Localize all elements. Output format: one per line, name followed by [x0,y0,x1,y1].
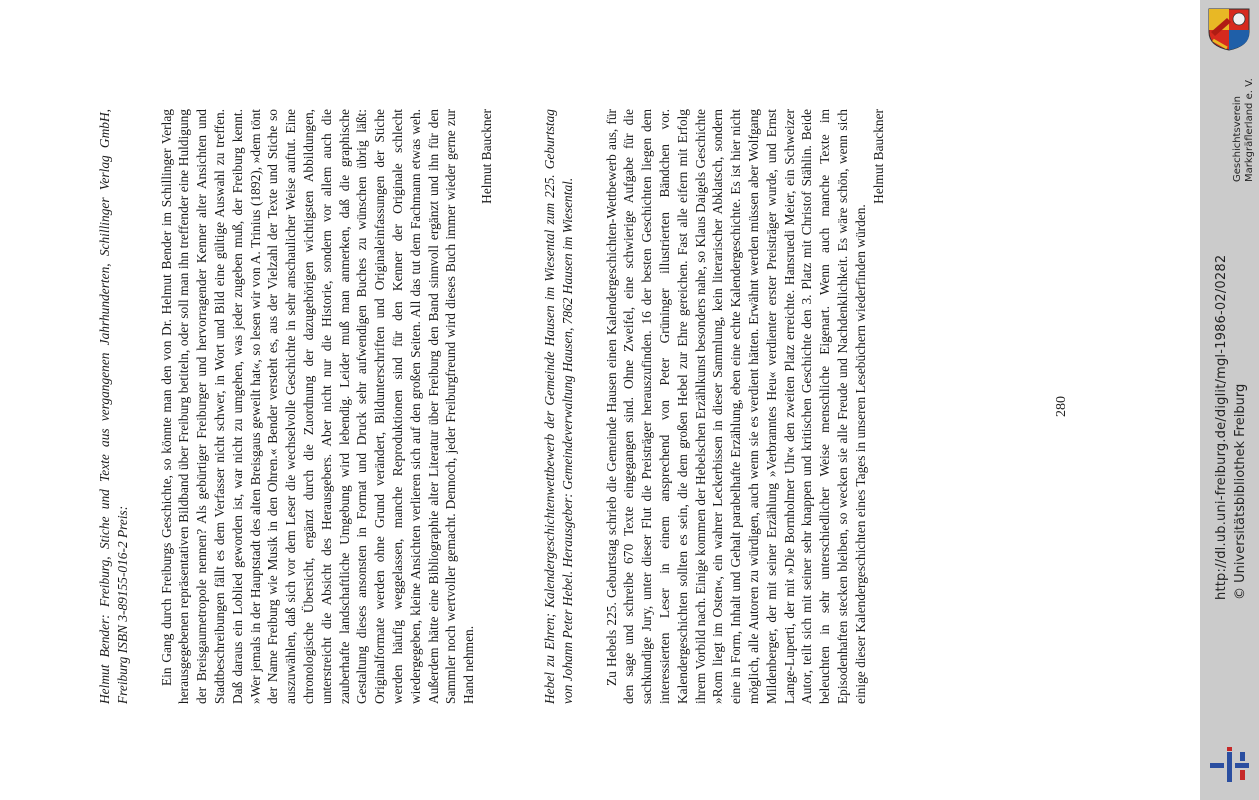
page-number: 280 [1054,396,1069,417]
permalink-url[interactable]: http://dl.ub.uni-freiburg.de/diglit/mgl-1986-02/0282 [1214,254,1229,600]
review-bender-body: Ein Gang durch Freiburgs Geschichte, so könnte man den von Dr. Helmut Bender im Schillinger Verlag herausgegebenen repräsentativen Bildband über Freiburg betiteln, oder soll man ihn treffender eine Huldigung der Breisgaumetropole nennen? Als gebürtiger Freiburger und hervorragender Kenner alter Ansichten und Stadtbeschreibungen fällt es dem Verfasser nicht schwer, in Wort und Bild eine gültige Auswahl zu treffen. Daß daraus ein Loblied geworden ist, war nicht zu umgehen, was jeder zugeben muß, der Freiburg kennt. »Wer jemals in der Hauptstadt des alten Breisgaus geweilt hat«, so lesen wir von A. Trinius (1892), »dem tönt der Name Freiburg wie Musik in den Ohren.« Bender versteht es, aus der Vielzahl der Texte und Stiche so auszuwählen, daß sich vor dem Leser die wechselvolle Geschichte in sehr anschaulicher Weise auftut. Eine chronologische Übersicht, ergänzt durch die Zuordnung der dazugehörigen wichtigsten Abbildungen, unterstreicht die Absicht des Herausgebers. Aber nicht nur die Historie, sondern vor allem auch die zauberhafte landschaftliche Umgebung wird lebendig. Leider muß man anmerken, daß die graphische Gestaltung dieses ansonsten in Format und Druck sehr aufwendigen Buches zu wünschen übrig läßt: Originalformate werden ohne Grund verändert, Bildunterschriften und Originaleinfassungen der Stiche werden häufig weggelassen, manche Reproduktionen sind für den Kenner der Originale schlecht wiedergegeben, kleine Ansichten verlieren sich auf den großen Seiten. All das tut dem Fachmann etwas weh. Außerdem hätte eine Bibliographie alter Literatur über Freiburg den Band sinnvoll ergänzt und ihn für den Sammler noch wertvoller gemacht. Dennoch, jeder Freiburgfreund wird dieses Buch immer wieder gerne zur Hand nehmen. [158,109,477,704]
review-hebel-body: Zu Hebels 225. Geburtstag schrieb die Gemeinde Hausen einen Kalendergeschichten-Wettbewerb aus, für den sage und schreibe 670 Texte eingegangen sind. Ohne Zweifel, eine schwierige Aufgabe für die sachkundige Jury, unter dieser Flut die Preisträger herauszufinden. 16 der besten Geschichten liegen dem interessierten Leser in einem ansprechend von Peter Grüninger illustrierten Bändchen vor. Kalendergeschichten sollten es sein, die dem großen Hebel zur Ehre gereichen. Fast alle eifern mit Erfolg ihrem Vorbild nach. Einige kommen der Hebelschen Erzählkunst besonders nahe, so Klaus Daigels Geschichte »Rom liegt im Osten«, ein wahrer Leckerbissen in dieser Sammlung, kein literarischer Abklatsch, sondern eine in Form, Inhalt und Gehalt parabelhafte Erzählung, eben eine echte Kalendergeschichte. Es ist hier nicht möglich, alle Autoren zu würdigen, auch wenn sie es verdient hätten. Erwähnt werden müssen aber Wolfgang Mildenberger, der mit seiner Erzählung »Verbranntes Heu« verdienter erster Preisträger wurde, und Ernst Lange-Luperti, der mit »Die Bornholmer Uhr« den zweiten Platz erreichte. Hansruedi Meier, ein Schweizer Autor, teilt sich mit seiner sehr knappen und kritischen Geschichte den 3. Platz mit Christof Stählin. Beide beleuchten in sehr unterschiedlicher Weise menschliche Eigenart. Wenn auch manche Texte im Episodenhaften stecken bleiben, so wecken sie alle Freude und Nachdenklichkeit. Es wäre schön, wenn sich einige dieser Kalendergeschichten eines Tages in unseren Lesebüchern wiederfinden würden. [603,109,868,704]
ub-freiburg-logo-icon [1207,746,1253,786]
review-hebel [541,109,887,704]
viewer-sidebar [1200,0,1259,800]
copyright-notice: © Universitätsbibliothek Freiburg [1233,383,1248,600]
society-name-line2: Markgräflerland e. V. [1244,78,1255,182]
review-bender [96,109,496,704]
review-hebel-signature: Helmut Bauckner [870,109,886,204]
review-bender-signature: Helmut Bauckner [478,109,494,204]
coat-of-arms-icon [1205,6,1253,52]
society-name-line1: Geschichtsverein [1232,96,1243,182]
review-hebel-title: Hebel zu Ehren; Kalendergeschichtenwettbewerb der Gemeinde Hausen im Wiesental zum 225. Geburtstag von Johann Peter Hebel. Herausgeber: Gemeindeverwaltung Hausen, 7862 Hausen im Wiesental. [542,109,575,704]
sidebar-rotated-text [1200,0,1259,800]
review-bender-title: Helmut Bender: Freiburg, Stiche und Texte aus vergangenen Jahrhunderten, Schillinger Verlag GmbH, Freiburg ISBN 3-89155-016-2 Preis: [97,109,130,704]
